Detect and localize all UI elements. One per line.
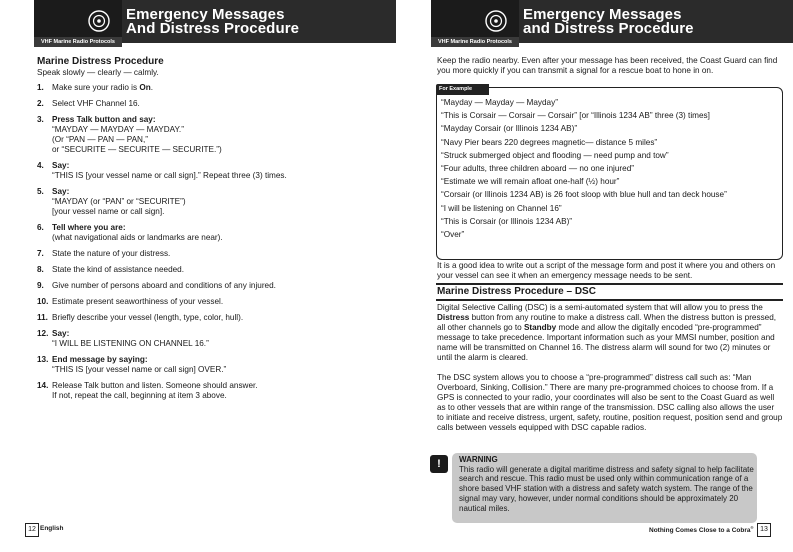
example-line: “Mayday — Mayday — Mayday” — [441, 98, 558, 107]
step-number: 1. — [37, 83, 44, 92]
step-number: 12. — [37, 329, 49, 338]
warning-content — [459, 455, 754, 513]
right-header — [397, 0, 793, 47]
dsc-paragraph-2: The DSC system allows you to choose a “pre-programmed” distress call such as: “Man Overboard, Sinking, Collision.” There are many pre-programmed choices to choose from. If a GPS is connected to your radio, your coordinates will also be sent to the Coast Guard as well as to other vessels that are within range of the transmission. DSC calling also allows the user to initiate and receive distress, urgent, safety, routine, position request, position send and group calls between vessels equipped with DSC capable radios. — [437, 373, 783, 432]
page-number: 13 — [757, 523, 771, 537]
title-line-2: and Distress Procedure — [523, 20, 694, 37]
example-list — [441, 97, 781, 242]
step-2 — [37, 99, 387, 109]
example-tag: For Example — [436, 84, 489, 95]
step-text: State the kind of assistance needed. — [52, 265, 184, 274]
step-8 — [37, 265, 387, 275]
step-3 — [37, 115, 387, 155]
example-line: “Estimate we will remain afloat one-half (½) hour” — [441, 177, 620, 187]
script-note: It is a good idea to write out a script of the message form and post it where you and others on your vessel can see it when an emergency message needs to be sent. — [437, 261, 776, 280]
step-number: 13. — [37, 355, 49, 364]
dsc-text: button from any routine to make a distress call. When the distress button is pressed, all other channels go to — [437, 313, 777, 332]
example-line: “This is Corsair — Corsair — Corsair” [or “Illinois 1234 AB” three (3) times] — [441, 111, 710, 121]
footer-tagline — [649, 525, 753, 534]
dsc-paragraph-1 — [437, 303, 783, 363]
step-6 — [37, 223, 387, 243]
step-lead: Say: — [52, 329, 70, 338]
step-body — [52, 329, 387, 349]
section-rule-bottom — [436, 299, 783, 301]
step-9 — [37, 281, 387, 291]
title-line-1: Emergency Messages — [126, 6, 285, 23]
warning-title: WARNING — [459, 455, 498, 464]
step-text: Release Talk button and listen. Someone should answer. — [52, 381, 258, 390]
step-number: 8. — [37, 265, 44, 274]
step-text: Give number of persons aboard and conditions of any injured. — [52, 281, 276, 290]
step-text: Make sure your radio is — [52, 83, 140, 92]
left-content — [37, 56, 387, 401]
standby-term: Standby — [523, 323, 557, 332]
example-line: “Navy Pier bears 220 degrees magnetic— distance 5 miles” — [441, 137, 658, 147]
step-line: “THIS IS [your vessel name or call sign] OVER.” — [52, 365, 227, 374]
intro-text: Speak slowly — clearly — calmly. — [37, 68, 159, 77]
title-line-2: And Distress Procedure — [126, 20, 300, 37]
right-page — [397, 0, 793, 552]
cd-disc-icon — [485, 10, 507, 32]
step-10 — [37, 297, 387, 307]
dsc-text: mode and allow the digitally encoded “pre-programmed” message to take precedence. Important information such as your MMSI number, position and name will be transmitted on Channel 16. The distress alarm will sound for two (2) minutes or until the alarm is cleared. — [437, 323, 775, 362]
step-line: [your vessel name or call sign]. — [52, 207, 165, 216]
step-lead: Tell where you are: — [52, 223, 126, 232]
step-body — [52, 187, 387, 217]
step-lead: Say: — [52, 187, 70, 196]
section-tag: VHF Marine Radio Protocols — [431, 37, 519, 47]
section-title: Marine Distress Procedure — [37, 56, 164, 67]
footer-label: English — [40, 525, 64, 532]
step-number: 10. — [37, 297, 49, 306]
step-number: 4. — [37, 161, 44, 170]
dsc-text: Digital Selective Calling (DSC) is a semi-automated system that will allow you to press the — [437, 303, 763, 312]
step-number: 2. — [37, 99, 44, 108]
footer-label: Nothing Comes Close to a Cobra — [649, 527, 751, 535]
step-1 — [37, 83, 387, 93]
left-page — [0, 0, 396, 552]
section-tag: VHF Marine Radio Protocols — [34, 37, 122, 47]
trademark: ® — [750, 525, 754, 530]
distress-term: Distress — [437, 313, 470, 322]
step-lead: Say: — [52, 161, 70, 170]
step-number: 7. — [37, 249, 44, 258]
example-line: “Mayday Corsair (or Illinois 1234 AB)” — [441, 124, 578, 134]
cd-disc-icon — [88, 10, 110, 32]
section-rule-top — [436, 283, 783, 285]
step-after: . — [150, 83, 154, 92]
step-body — [52, 381, 387, 401]
title-line-1: Emergency Messages — [523, 6, 682, 23]
left-header — [0, 0, 396, 47]
step-body — [52, 161, 387, 181]
step-bold: On — [139, 83, 151, 92]
step-12 — [37, 329, 387, 349]
step-5 — [37, 187, 387, 217]
example-line: “I will be listening on Channel 16” — [441, 203, 562, 213]
step-line: “MAYDAY (or “PAN” or “SECURITE”) — [52, 197, 186, 206]
step-line: If not, repeat the call, beginning at item 3 above. — [52, 391, 227, 400]
step-number: 3. — [37, 115, 44, 124]
step-7 — [37, 249, 387, 259]
step-number: 14. — [37, 381, 49, 390]
step-line: “MAYDAY — MAYDAY — MAYDAY.” — [52, 125, 184, 134]
step-line: (what navigational aids or landmarks are near). — [52, 233, 223, 242]
page-number: 12 — [25, 523, 39, 537]
step-body — [52, 83, 387, 93]
page-title — [126, 8, 299, 36]
step-line: “THIS IS [your vessel name or call sign].” Repeat three (3) times. — [52, 171, 287, 180]
step-text: Briefly describe your vessel (length, type, color, hull). — [52, 313, 244, 322]
step-11 — [37, 313, 387, 323]
step-number: 6. — [37, 223, 44, 232]
example-line: “This is Corsair (or Illinois 1234 AB)” — [441, 216, 573, 226]
example-line: “Over” — [441, 229, 465, 239]
step-text: State the nature of your distress. — [52, 249, 171, 258]
warning-icon: ! — [430, 455, 448, 473]
example-line: “Corsair (or Illinois 1234 AB) is 26 foot sloop with blue hull and tan deck house” — [441, 190, 727, 200]
right-intro: Keep the radio nearby. Even after your message has been received, the Coast Guard can find you more quickly if you can transmit a signal for a rescue boat to hone in on. — [437, 56, 778, 75]
step-body — [52, 223, 387, 243]
step-number: 5. — [37, 187, 44, 196]
step-body — [52, 115, 387, 155]
warning-text: This radio will generate a digital maritime distress and safety signal to help facilitate search and rescue. This radio must be used only within communication range of a shore based VHF station with a distress and safety watch system. The range of the signal may vary, however, under normal conditions should be approximately 20 nautical miles. — [459, 464, 754, 513]
step-13 — [37, 355, 387, 375]
dsc-section-title: Marine Distress Procedure – DSC — [437, 286, 596, 297]
example-line: “Four adults, three children aboard — no one injured” — [441, 163, 634, 173]
page-title — [523, 8, 694, 36]
step-text: Select VHF Channel 16. — [52, 99, 140, 108]
step-14 — [37, 381, 387, 401]
step-line: “I WILL BE LISTENING ON CHANNEL 16.” — [52, 339, 209, 348]
step-number: 11. — [37, 313, 48, 322]
step-lead: Press Talk button and say: — [52, 115, 156, 124]
step-4 — [37, 161, 387, 181]
step-number: 9. — [37, 281, 44, 290]
step-lead: End message by saying: — [52, 355, 148, 364]
step-body — [52, 355, 387, 375]
step-line: (Or “PAN — PAN — PAN,” — [52, 135, 148, 144]
example-line: “Struck submerged object and flooding — need pump and tow” — [441, 150, 669, 160]
step-text: Estimate present seaworthiness of your vessel. — [52, 297, 224, 306]
step-line: or “SECURITE — SECURITE — SECURITE.”) — [52, 145, 222, 154]
